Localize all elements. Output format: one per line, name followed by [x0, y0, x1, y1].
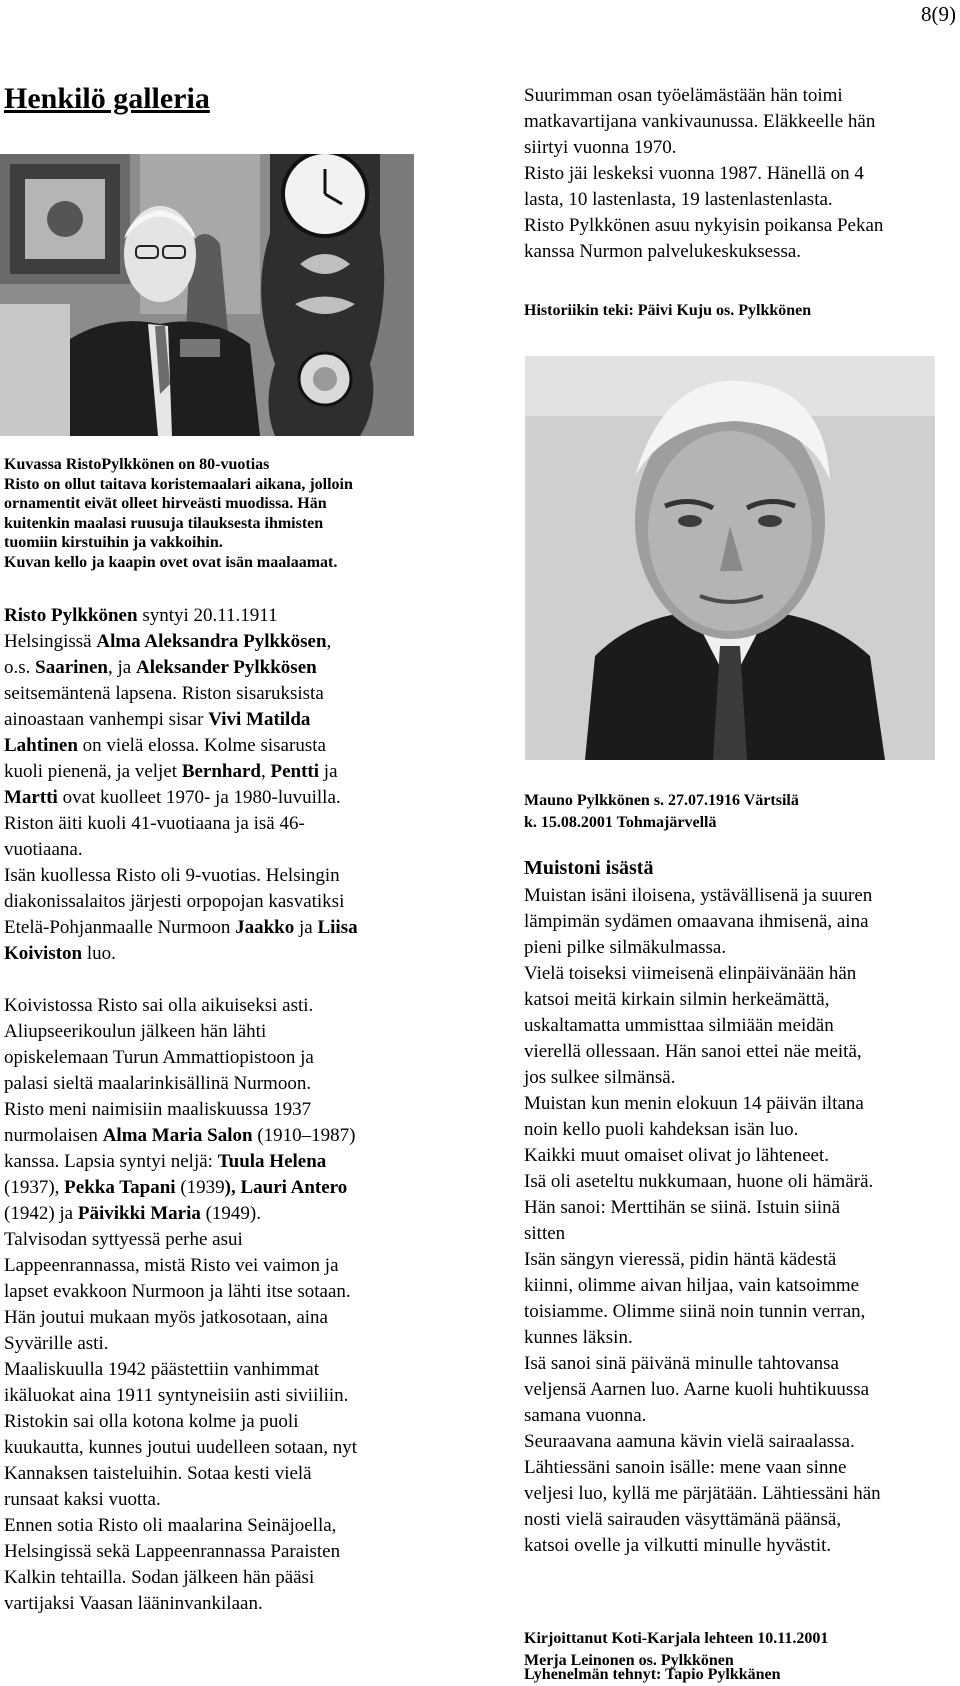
text-line — [4, 1331, 424, 1357]
text-run: Etelä-Pohjanmaalle Nurmoon — [4, 917, 236, 938]
text-run: Helsingissä sekä Lappeenrannassa Paraisten — [4, 1541, 341, 1562]
text-run: Lappeenrannassa, mistä Risto vei vaimon ja — [4, 1255, 339, 1276]
text-run: on vielä elossa. Kolme sisarusta — [77, 735, 326, 756]
memory-line: pieni pilke silmäkulmassa. — [524, 937, 727, 958]
text-line — [4, 1123, 424, 1149]
text-line: matkavartijana vankivaunussa. Eläkkeelle hän — [524, 111, 876, 132]
text-run: (1949). — [200, 1203, 262, 1224]
text-line — [4, 1461, 424, 1487]
text-line — [4, 811, 424, 837]
text-run: ja — [319, 761, 338, 782]
text-run: Ristokin sai olla kotona kolme ja puoli — [4, 1411, 299, 1432]
text-line — [4, 1565, 424, 1591]
memory-line: samana vuonna. — [524, 1405, 647, 1426]
text-line — [4, 1409, 424, 1435]
text-run: Riston äiti kuoli 41-vuotiaana ja isä 46- — [4, 813, 305, 834]
text-run: ovat kuolleet 1970- ja 1980-luvuilla. — [57, 787, 341, 808]
memory-line: lämpimän sydämen omaavana ihmisenä, aina — [524, 911, 869, 932]
bold-name: Jaakko — [235, 917, 295, 938]
photo-risto-illustration — [0, 154, 414, 436]
caption-line: Kuvassa RistoPylkkönen on 80-vuotias — [4, 456, 270, 473]
text-line — [4, 1305, 424, 1331]
memory-line: katsoi ovelle ja vilkutti minulle hyvästit. — [524, 1535, 832, 1556]
text-line — [4, 629, 424, 655]
text-line — [4, 941, 424, 967]
text-run: kuukautta, kunnes joutui uudelleen sotaan, nyt — [4, 1437, 358, 1458]
text-line — [4, 1201, 424, 1227]
memory-text — [524, 883, 954, 1559]
bold-name: Saarinen — [35, 657, 109, 678]
memory-line: nosti vielä sairauden väsyttämänä päänsä, — [524, 1509, 842, 1530]
text-line — [4, 1435, 424, 1461]
credit-line: Kirjoittanut Koti-Karjala lehteen 10.11.2001 — [524, 1630, 829, 1647]
text-line — [4, 863, 424, 889]
text-run: Kalkin tehtailla. Sodan jälkeen hän pääsi — [4, 1567, 315, 1588]
text-run: kanssa. Lapsia syntyi neljä: — [4, 1151, 218, 1172]
memory-line: toisiamme. Olimme siinä noin tunnin verran, — [524, 1301, 866, 1322]
bold-name: Tuula Helena — [217, 1151, 327, 1172]
text-run: Isän kuollessa Risto oli 9-vuotias. Helsingin — [4, 865, 340, 886]
text-line: lasta, 10 lastenlasta, 19 lastenlastenlasta. — [524, 189, 833, 210]
text-run: Hän joutui mukaan myös jatkosotaan, aina — [4, 1307, 328, 1328]
text-line — [4, 785, 424, 811]
text-line — [4, 1383, 424, 1409]
text-run: Talvisodan syttyessä perhe asui — [4, 1229, 243, 1250]
bold-name: ), Lauri Antero — [224, 1177, 348, 1198]
text-run: palasi sieltä maalarinkisällinä Nurmoon. — [4, 1073, 312, 1094]
memory-line: veljensä Aarnen luo. Aarne kuoli huhtikuussa — [524, 1379, 870, 1400]
text-line — [4, 603, 424, 629]
text-run: Koivistossa Risto sai olla aikuiseksi asti. — [4, 995, 314, 1016]
caption-line: tuomiin kirstuihin ja vakkoihin. — [4, 534, 223, 551]
text-line — [4, 1175, 424, 1201]
memory-line: kunnes läksin. — [524, 1327, 633, 1348]
text-run: Risto meni naimisiin maaliskuussa 1937 — [4, 1099, 312, 1120]
text-run: o.s. — [4, 657, 36, 678]
memory-line: kiinni, olimme aivan hiljaa, vain katsoimme — [524, 1275, 860, 1296]
bold-name: Martti — [4, 787, 58, 808]
memory-line: Kaikki muut omaiset olivat jo lähteneet. — [524, 1145, 829, 1166]
caption-line: ornamentit eivät olleet hirveästi muodissa. Hän — [4, 495, 327, 512]
memory-heading: Muistoni isästä — [524, 857, 654, 879]
text-line — [4, 889, 424, 915]
bold-name: Liisa — [317, 917, 358, 938]
text-run: nurmolaisen — [4, 1125, 103, 1146]
text-line — [4, 1591, 424, 1617]
text-run: ja — [294, 917, 318, 938]
memory-line: Isä oli aseteltu nukkumaan, huone oli hämärä. — [524, 1171, 874, 1192]
bold-name: Risto Pylkkönen — [4, 605, 138, 626]
text-line — [4, 1149, 424, 1175]
text-run: diakonissalaitos järjesti orpopojan kasvatiksi — [4, 891, 345, 912]
text-run: , — [261, 761, 271, 782]
text-line — [4, 1227, 424, 1253]
memory-line: katsoi meitä kirkain silmin herkeämättä, — [524, 989, 830, 1010]
text-line — [4, 993, 424, 1019]
memory-line: Seuraavana aamuna kävin vielä sairaalassa. — [524, 1431, 855, 1452]
photo-mauno-illustration — [525, 356, 935, 760]
bold-name: Vivi Matilda — [208, 709, 311, 730]
text-run: syntyi 20.11.1911 — [137, 605, 278, 626]
text-line — [4, 707, 424, 733]
page-number: 8(9) — [921, 2, 956, 26]
text-line: Suurimman osan työelämästään hän toimi — [524, 85, 843, 106]
text-line: kanssa Nurmon palvelukeskuksessa. — [524, 241, 802, 262]
memory-line: Vielä toiseksi viimeisenä elinpäivänään hän — [524, 963, 857, 984]
caption-line: Mauno Pylkkönen s. 27.07.1916 Värtsilä — [524, 792, 799, 809]
bold-name: Pekka Tapani — [64, 1177, 176, 1198]
text-line — [4, 1539, 424, 1565]
text-line — [4, 655, 424, 681]
photo-mauno-portrait — [525, 356, 935, 760]
summary-credit: Lyhenelmän tehnyt: Tapio Pylkkänen — [524, 1666, 781, 1683]
credit-line: Merja Leinonen os. Pylkkönen — [524, 1652, 734, 1669]
text-run: , — [326, 631, 332, 652]
memory-line: veljesi luo, kyllä me pärjätään. Lähtiessäni hän — [524, 1483, 881, 1504]
text-run: kuoli pienenä, ja veljet — [4, 761, 182, 782]
memory-line: Hän sanoi: Merttihän se siinä. Istuin siinä — [524, 1197, 841, 1218]
photo2-caption — [524, 790, 799, 834]
memory-line: uskaltamatta ummisttaa silmiään meidän — [524, 1015, 834, 1036]
caption-line: k. 15.08.2001 Tohmajärvellä — [524, 814, 717, 831]
text-line — [4, 1097, 424, 1123]
paragraph-gap — [4, 967, 424, 993]
bold-name: Lahtinen — [4, 735, 78, 756]
text-line — [4, 1357, 424, 1383]
text-run: Syvärille asti. — [4, 1333, 109, 1354]
bold-name: Alma Aleksandra Pylkkösen — [96, 631, 327, 652]
text-line: siirtyi vuonna 1970. — [524, 137, 677, 158]
text-line — [4, 1487, 424, 1513]
caption-line: Risto on ollut taitava koristemaalari aikana, jolloin — [4, 475, 353, 493]
text-run: Kannaksen taisteluihin. Sotaa kesti vielä — [4, 1463, 312, 1484]
text-run: (1942) ja — [4, 1203, 78, 1224]
bold-name: Bernhard — [181, 761, 261, 782]
text-line — [4, 733, 424, 759]
bold-name: Päivikki Maria — [77, 1203, 201, 1224]
memory-line: Muistan kun menin elokuun 14 päivän iltana — [524, 1093, 864, 1114]
caption-line: Kuvan kello ja kaapin ovet ovat isän maalaamat. — [4, 553, 338, 571]
text-run: , ja — [108, 657, 136, 678]
text-line — [4, 915, 424, 941]
text-run: luo. — [82, 943, 116, 964]
text-run: vuotiaana. — [4, 839, 83, 860]
memory-line: Muistan isäni iloisena, ystävällisenä ja suuren — [524, 885, 873, 906]
memory-line: sitten — [524, 1223, 566, 1244]
history-author: Historiikin teki: Päivi Kuju os. Pylkkönen — [524, 302, 812, 319]
text-line — [4, 759, 424, 785]
bold-name: Pentti — [270, 761, 320, 782]
memory-line: Lähtiessäni sanoin isälle: mene vaan sinne — [524, 1457, 847, 1478]
text-run: lapset evakkoon Nurmoon ja lähti itse sotaan. — [4, 1281, 351, 1302]
text-line — [4, 1045, 424, 1071]
text-line — [4, 681, 424, 707]
text-run: (1939 — [175, 1177, 225, 1198]
photo1-caption — [4, 455, 414, 572]
biography-text — [4, 603, 424, 1617]
text-line — [4, 1279, 424, 1305]
bold-name: Koiviston — [4, 943, 83, 964]
photo-risto-with-clock — [0, 154, 414, 436]
text-run: (1910–1987) — [252, 1125, 356, 1146]
memory-line: Isän sängyn vieressä, pidin häntä kädestä — [524, 1249, 837, 1270]
text-run: seitsemäntenä lapsena. Riston sisaruksista — [4, 683, 324, 704]
text-run: ainoastaan vanhempi sisar — [4, 709, 209, 730]
text-run: runsaat kaksi vuotta. — [4, 1489, 161, 1510]
text-run: Ennen sotia Risto oli maalarina Seinäjoella, — [4, 1515, 337, 1536]
page-title: Henkilö galleria — [4, 82, 210, 115]
caption-line: kuitenkin maalasi ruusuja tilauksesta ihmisten — [4, 514, 324, 532]
text-run: Maaliskuulla 1942 päästettiin vanhimmat — [4, 1359, 320, 1380]
text-line: Risto Pylkkönen asuu nykyisin poikansa Pekan — [524, 215, 884, 236]
memory-line: Isä sanoi sinä päivänä minulle tahtovansa — [524, 1353, 839, 1374]
text-run: Aliupseerikoulun jälkeen hän lähti — [4, 1021, 267, 1042]
text-run: vartijaksi Vaasan lääninvankilaan. — [4, 1593, 263, 1614]
bold-name: Aleksander Pylkkösen — [135, 657, 317, 678]
memory-line: jos sulkee silmänsä. — [524, 1067, 676, 1088]
text-run: Helsingissä — [4, 631, 97, 652]
text-line — [4, 1253, 424, 1279]
text-line — [4, 1071, 424, 1097]
text-line — [4, 1513, 424, 1539]
text-run: ikäluokat aina 1911 syntyneisiin asti siviiliin. — [4, 1385, 349, 1406]
biography-continued — [524, 83, 954, 265]
text-line — [4, 1019, 424, 1045]
memory-line: noin kello puoli kahdeksan isän luo. — [524, 1119, 799, 1140]
text-run: opiskelemaan Turun Ammattiopistoon ja — [4, 1047, 314, 1068]
text-line — [4, 837, 424, 863]
text-run: (1937), — [4, 1177, 65, 1198]
text-line: Risto jäi leskeksi vuonna 1987. Hänellä on 4 — [524, 163, 864, 184]
memory-line: vierellä ollessaan. Hän sanoi ettei näe meitä, — [524, 1041, 862, 1062]
bold-name: Alma Maria Salon — [102, 1125, 253, 1146]
